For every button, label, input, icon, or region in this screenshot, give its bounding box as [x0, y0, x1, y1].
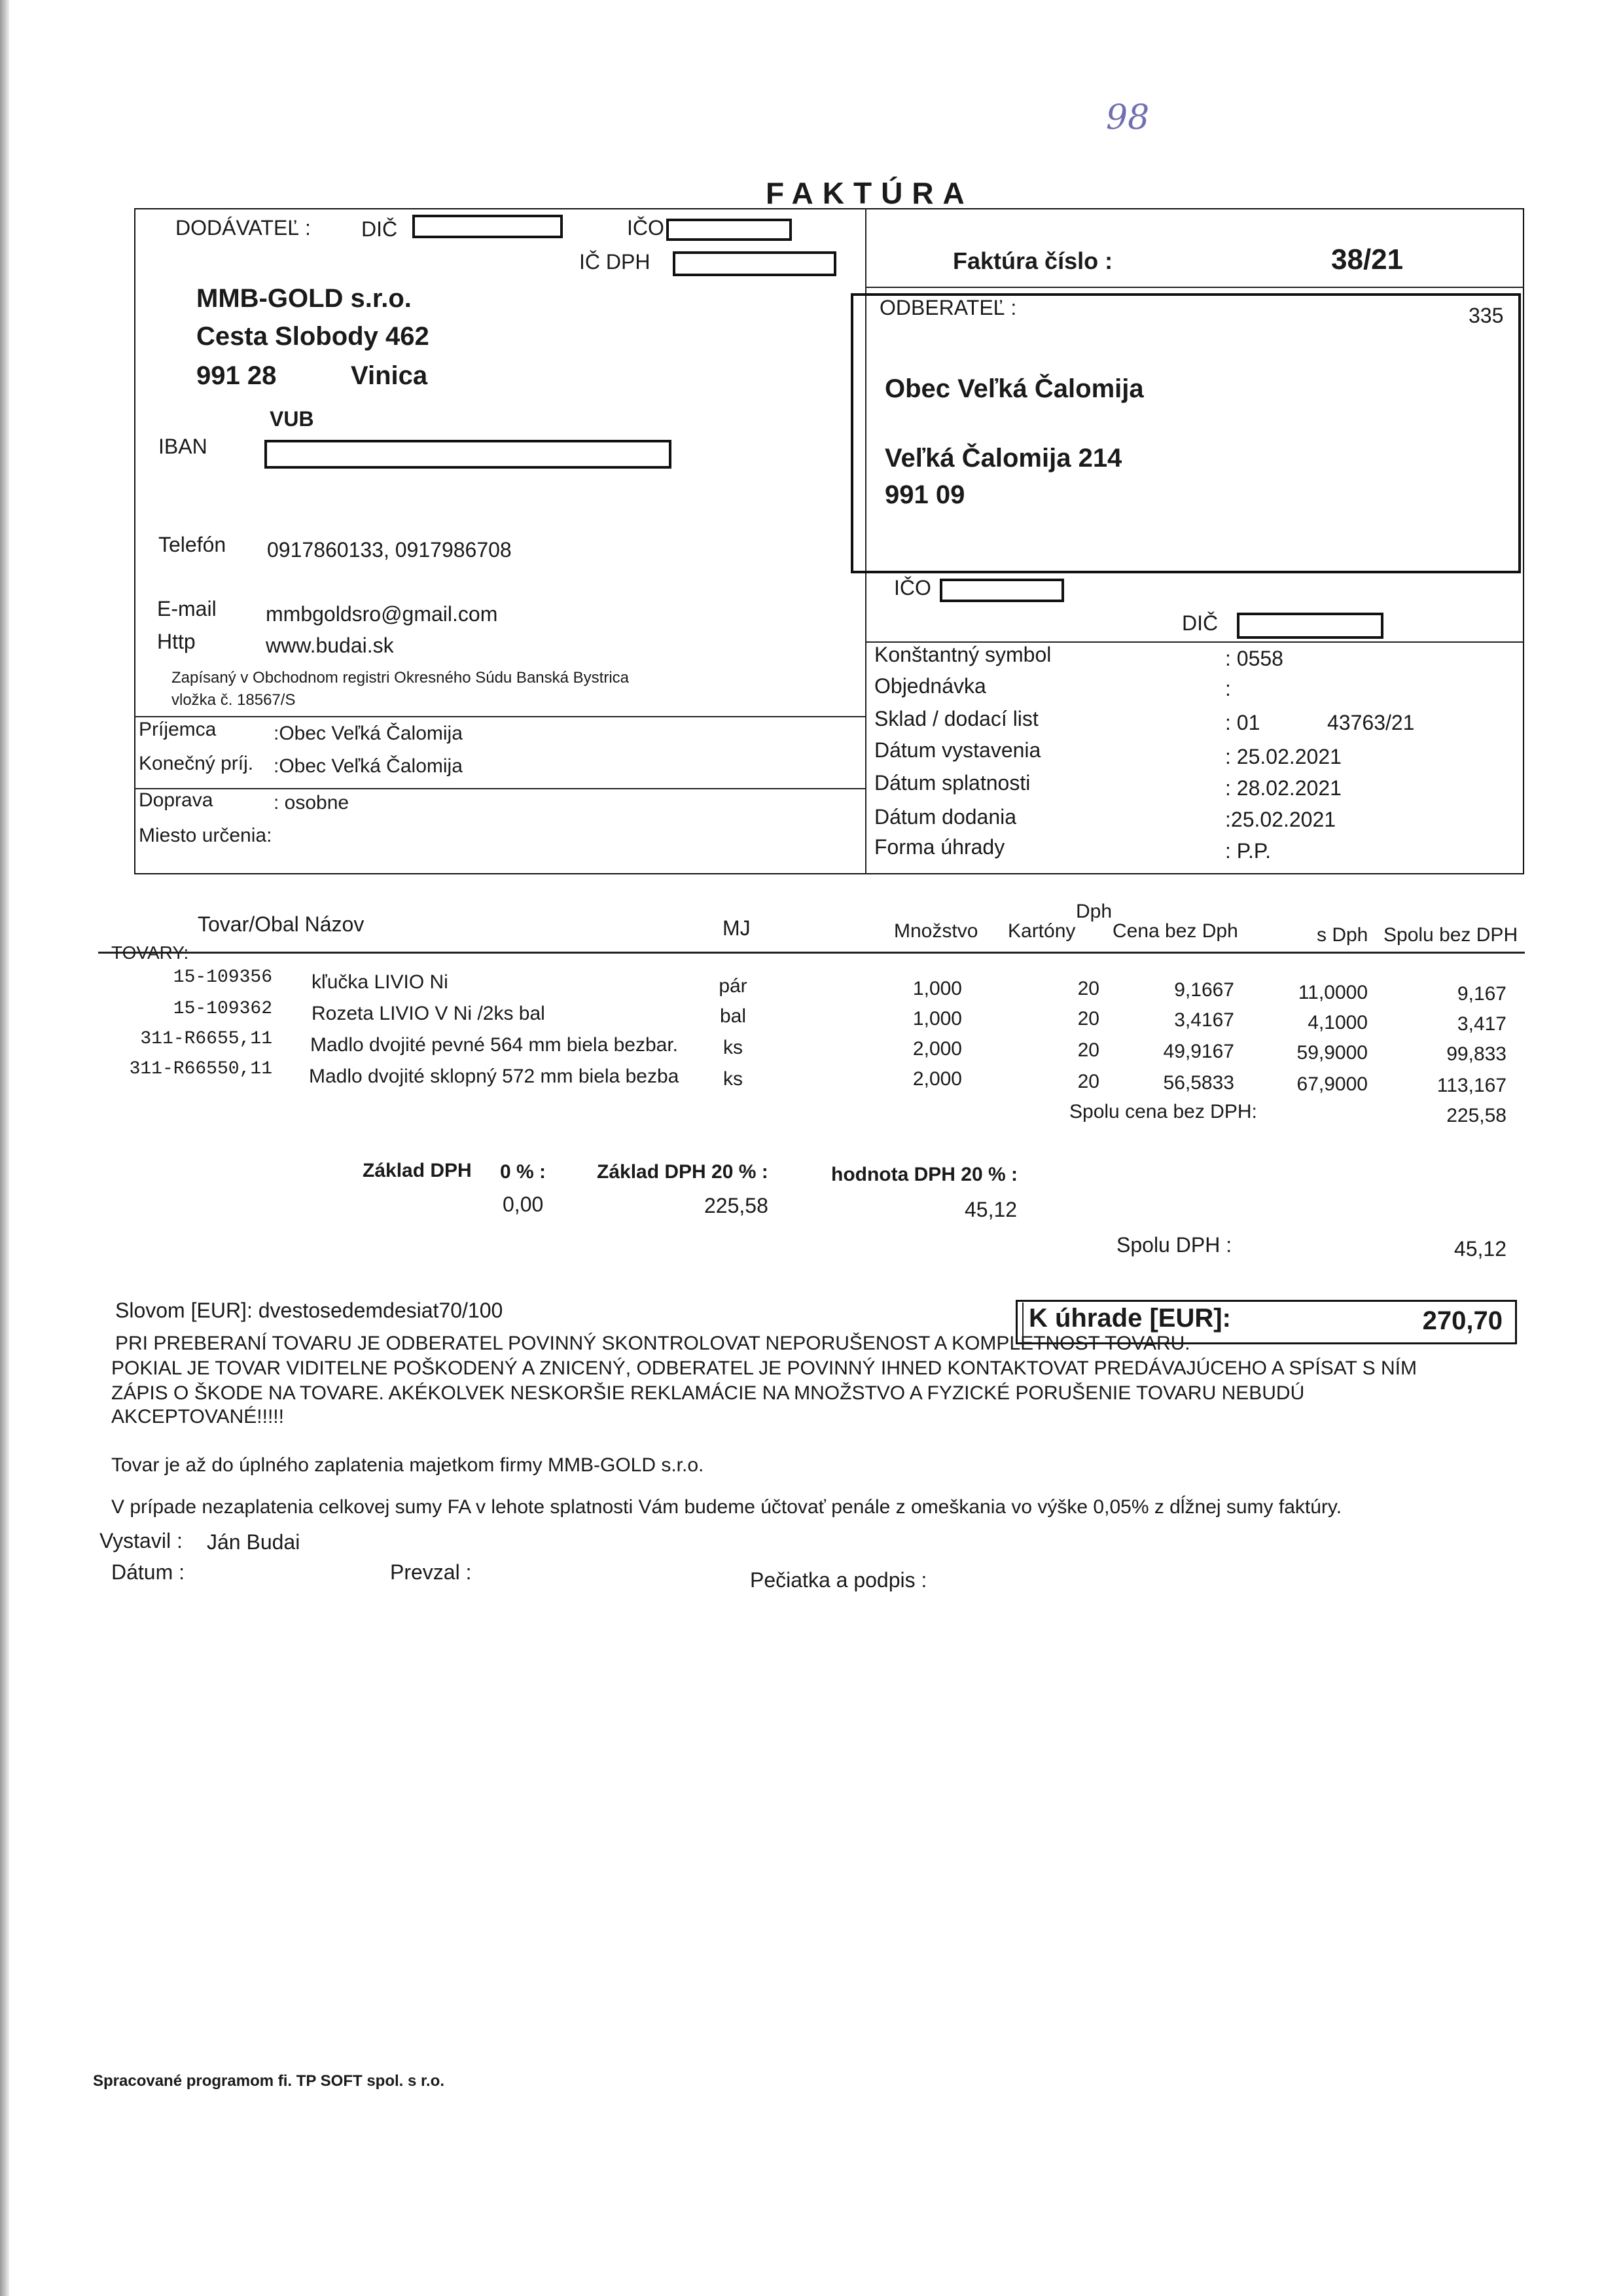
item-total: 9,167	[1457, 983, 1507, 1005]
registry-line-1: Zapísaný v Obchodnom registri Okresného Súdu Banská Bystrica	[171, 669, 629, 687]
recipients-bottom-line	[134, 788, 865, 789]
item-name: Madlo dvojité sklopný 572 mm biela bezba	[309, 1066, 679, 1087]
col-header-spolu: Spolu bez DPH	[1383, 924, 1518, 946]
item-price: 56,5833	[1163, 1072, 1234, 1094]
prevzal-label: Prevzal :	[390, 1560, 472, 1584]
item-price: 9,1667	[1174, 979, 1234, 1001]
supplier-label: DODÁVATEĽ :	[175, 216, 311, 240]
supplier-zip: 991 28	[196, 361, 277, 390]
detail-label: Dátum dodania	[874, 805, 1017, 829]
detail-label: Dátum vystavenia	[874, 738, 1041, 762]
prijemca-value: :Obec Veľká Čalomija	[274, 723, 463, 744]
col-header-kartony: Kartóny	[1008, 920, 1076, 942]
notice-line-1: PRI PREBERANÍ TOVARU JE ODBERATEL POVINNÝ SKONTROLOVAT NEPORUŠENOST A KOMPLETNOST TOVARU.	[115, 1333, 1190, 1354]
col-header-name: Tovar/Obal Názov	[198, 912, 365, 936]
konecny-value: :Obec Veľká Čalomija	[274, 755, 463, 777]
to-pay-value: 270,70	[1422, 1306, 1503, 1335]
item-price: 49,9167	[1163, 1041, 1234, 1062]
vat-amount-label: hodnota DPH 20 % :	[831, 1164, 1018, 1185]
item-name: Rozeta LIVIO V Ni /2ks bal	[312, 1003, 545, 1024]
item-mj: bal	[719, 1005, 747, 1027]
item-name: Madlo dvojité pevné 564 mm biela bezbar.	[310, 1034, 679, 1056]
notice-line-3: ZÁPIS O ŠKODE NA TOVARE. AKÉKOLVEK NESKORŠIE REKLAMÁCIE NA MNOŽSTVO A FYZICKÉ PORUŠENIE TOVARU NEBUDÚ	[111, 1382, 1305, 1404]
table-header-line	[98, 952, 1525, 954]
supplier-dic-redacted	[412, 215, 563, 238]
miesto-label: Miesto určenia:	[139, 825, 272, 846]
section-label: TOVARY:	[111, 942, 189, 963]
detail-label: Forma úhrady	[874, 835, 1005, 859]
peciatka-label: Pečiatka a podpis :	[750, 1568, 927, 1592]
vat-base-20-label: Základ DPH 20 % :	[597, 1161, 768, 1183]
customer-label: ODBERATEĽ :	[880, 296, 1017, 319]
item-code: 311-R66550,11	[129, 1059, 272, 1079]
supplier-icdph-redacted	[673, 251, 836, 276]
email-label: E-mail	[157, 597, 217, 620]
customer-dic-label: DIČ	[1182, 611, 1219, 635]
item-dph: 20	[1077, 1039, 1099, 1061]
item-dph: 20	[1077, 978, 1099, 999]
ownership-note: Tovar je až do úplného zaplatenia majetkom firmy MMB-GOLD s.r.o.	[111, 1454, 704, 1476]
customer-ico-label: IČO	[894, 576, 931, 600]
konecny-label: Konečný príj.	[139, 753, 254, 774]
sum-value: 225,58	[1446, 1105, 1507, 1126]
vat-base-0-value: 0,00	[503, 1193, 544, 1216]
software-footer: Spracované programom fi. TP SOFT spol. s r.o.	[93, 2072, 445, 2090]
web-value: www.budai.sk	[266, 634, 394, 657]
detail-value: : 28.02.2021	[1225, 776, 1342, 800]
notice-line-4: AKCEPTOVANÉ!!!!!	[111, 1406, 284, 1427]
datum-label: Dátum :	[111, 1560, 185, 1584]
item-name: kľučka LIVIO Ni	[312, 971, 448, 993]
item-code: 311-R6655,11	[140, 1029, 272, 1049]
doprava-value: : osobne	[274, 792, 349, 814]
http-label: Http	[157, 630, 196, 653]
item-total: 113,167	[1436, 1075, 1507, 1096]
invoice-number: 38/21	[1331, 243, 1404, 276]
detail-value: : 01	[1225, 711, 1260, 734]
iban-label: IBAN	[158, 435, 207, 458]
phone-label: Telefón	[158, 533, 226, 556]
penalty-note: V prípade nezaplatenia celkovej sumy FA v lehote splatnosti Vám budeme účtovať penále z omeškania vo výške 0,05% z dĺžnej sumy faktúry.	[111, 1496, 1342, 1518]
registry-line-2: vložka č. 18567/S	[171, 691, 296, 709]
vystavil-label: Vystavil :	[99, 1529, 183, 1552]
supplier-icdph-label: IČ DPH	[579, 250, 651, 274]
recipients-top-line	[134, 716, 865, 717]
item-price-vat: 67,9000	[1296, 1073, 1368, 1095]
detail-value: : 25.02.2021	[1225, 745, 1342, 768]
col-header-mj: MJ	[722, 916, 751, 940]
detail-value-2: 43763/21	[1327, 711, 1415, 734]
col-header-cena: Cena bez Dph	[1113, 920, 1238, 942]
customer-zip: 991 09	[885, 480, 965, 509]
customer-name: Obec Veľká Čalomija	[885, 374, 1144, 403]
email-value: mmbgoldsro@gmail.com	[266, 602, 498, 626]
col-header-mnozstvo: Množstvo	[894, 920, 978, 942]
supplier-ico-label: IČO	[627, 216, 664, 240]
invoice-number-line	[865, 287, 1524, 288]
item-total: 99,833	[1446, 1043, 1507, 1065]
vat-total-label: Spolu DPH :	[1116, 1233, 1232, 1257]
item-price-vat: 11,0000	[1298, 982, 1368, 1003]
item-price: 3,4167	[1174, 1009, 1234, 1031]
item-dph: 20	[1077, 1008, 1099, 1030]
vystavil-name: Ján Budai	[207, 1530, 300, 1554]
col-header-dph: Dph	[1076, 901, 1113, 922]
detail-label: Dátum splatnosti	[874, 771, 1031, 795]
customer-box	[851, 293, 1521, 573]
vat-total-value: 45,12	[1454, 1237, 1507, 1261]
sum-label: Spolu cena bez DPH:	[1069, 1101, 1257, 1122]
item-price-vat: 4,1000	[1308, 1012, 1368, 1033]
item-dph: 20	[1077, 1071, 1099, 1092]
invoice-number-label: Faktúra číslo :	[953, 247, 1113, 274]
detail-label: Objednávka	[874, 674, 986, 698]
invoice-ref: 335	[1469, 304, 1504, 327]
item-qty: 1,000	[912, 978, 962, 999]
scan-edge	[0, 0, 9, 2296]
detail-label: Sklad / dodací list	[874, 707, 1039, 730]
detail-label: Konštantný symbol	[874, 643, 1052, 666]
item-price-vat: 59,9000	[1296, 1042, 1368, 1064]
amount-in-words: Slovom [EUR]: dvestosedemdesiat70/100	[115, 1299, 503, 1322]
item-mj: pár	[719, 975, 747, 997]
notice-line-2: POKIAL JE TOVAR VIDITELNE POŠKODENÝ A ZNICENÝ, ODBERATEL JE POVINNÝ IHNED KONTAKTOVAT PREDÁVAJÚCEHO A SPÍSAT S NÍM	[111, 1357, 1417, 1379]
item-code: 15-109356	[173, 967, 272, 988]
item-qty: 2,000	[912, 1038, 962, 1060]
item-qty: 1,000	[912, 1008, 962, 1030]
vat-base-0-pct: 0 % :	[500, 1161, 546, 1183]
doprava-label: Doprava	[139, 789, 213, 811]
item-code: 15-109362	[173, 999, 272, 1019]
item-qty: 2,000	[912, 1068, 962, 1090]
detail-value: :	[1225, 677, 1231, 700]
detail-value: : P.P.	[1225, 839, 1271, 863]
col-header-sdph: s Dph	[1317, 924, 1368, 946]
customer-ico-redacted	[940, 579, 1064, 602]
supplier-dic-label: DIČ	[361, 217, 398, 241]
item-mj: ks	[723, 1068, 743, 1090]
item-total: 3,417	[1457, 1013, 1507, 1035]
supplier-city: Vinica	[351, 361, 428, 390]
supplier-street: Cesta Slobody 462	[196, 322, 429, 351]
vat-amount-value: 45,12	[965, 1198, 1018, 1221]
item-mj: ks	[723, 1037, 743, 1058]
detail-value: : 0558	[1225, 647, 1283, 670]
vat-base-0-label: Základ DPH	[363, 1160, 472, 1181]
page-mark: 98	[1106, 98, 1150, 137]
to-pay-label: K úhrade [EUR]:	[1029, 1304, 1231, 1333]
document-title: FAKTÚRA	[766, 176, 974, 210]
vat-base-20-value: 225,58	[704, 1194, 768, 1217]
customer-street: Veľká Čalomija 214	[885, 444, 1122, 473]
supplier-bank: VUB	[270, 407, 314, 431]
phone-value: 0917860133, 0917986708	[267, 538, 512, 562]
detail-value: :25.02.2021	[1225, 808, 1336, 831]
prijemca-label: Príjemca	[139, 719, 217, 740]
supplier-ico-redacted	[666, 219, 792, 241]
supplier-name: MMB-GOLD s.r.o.	[196, 284, 412, 313]
customer-dic-redacted	[1237, 613, 1383, 639]
iban-redacted	[264, 440, 671, 469]
